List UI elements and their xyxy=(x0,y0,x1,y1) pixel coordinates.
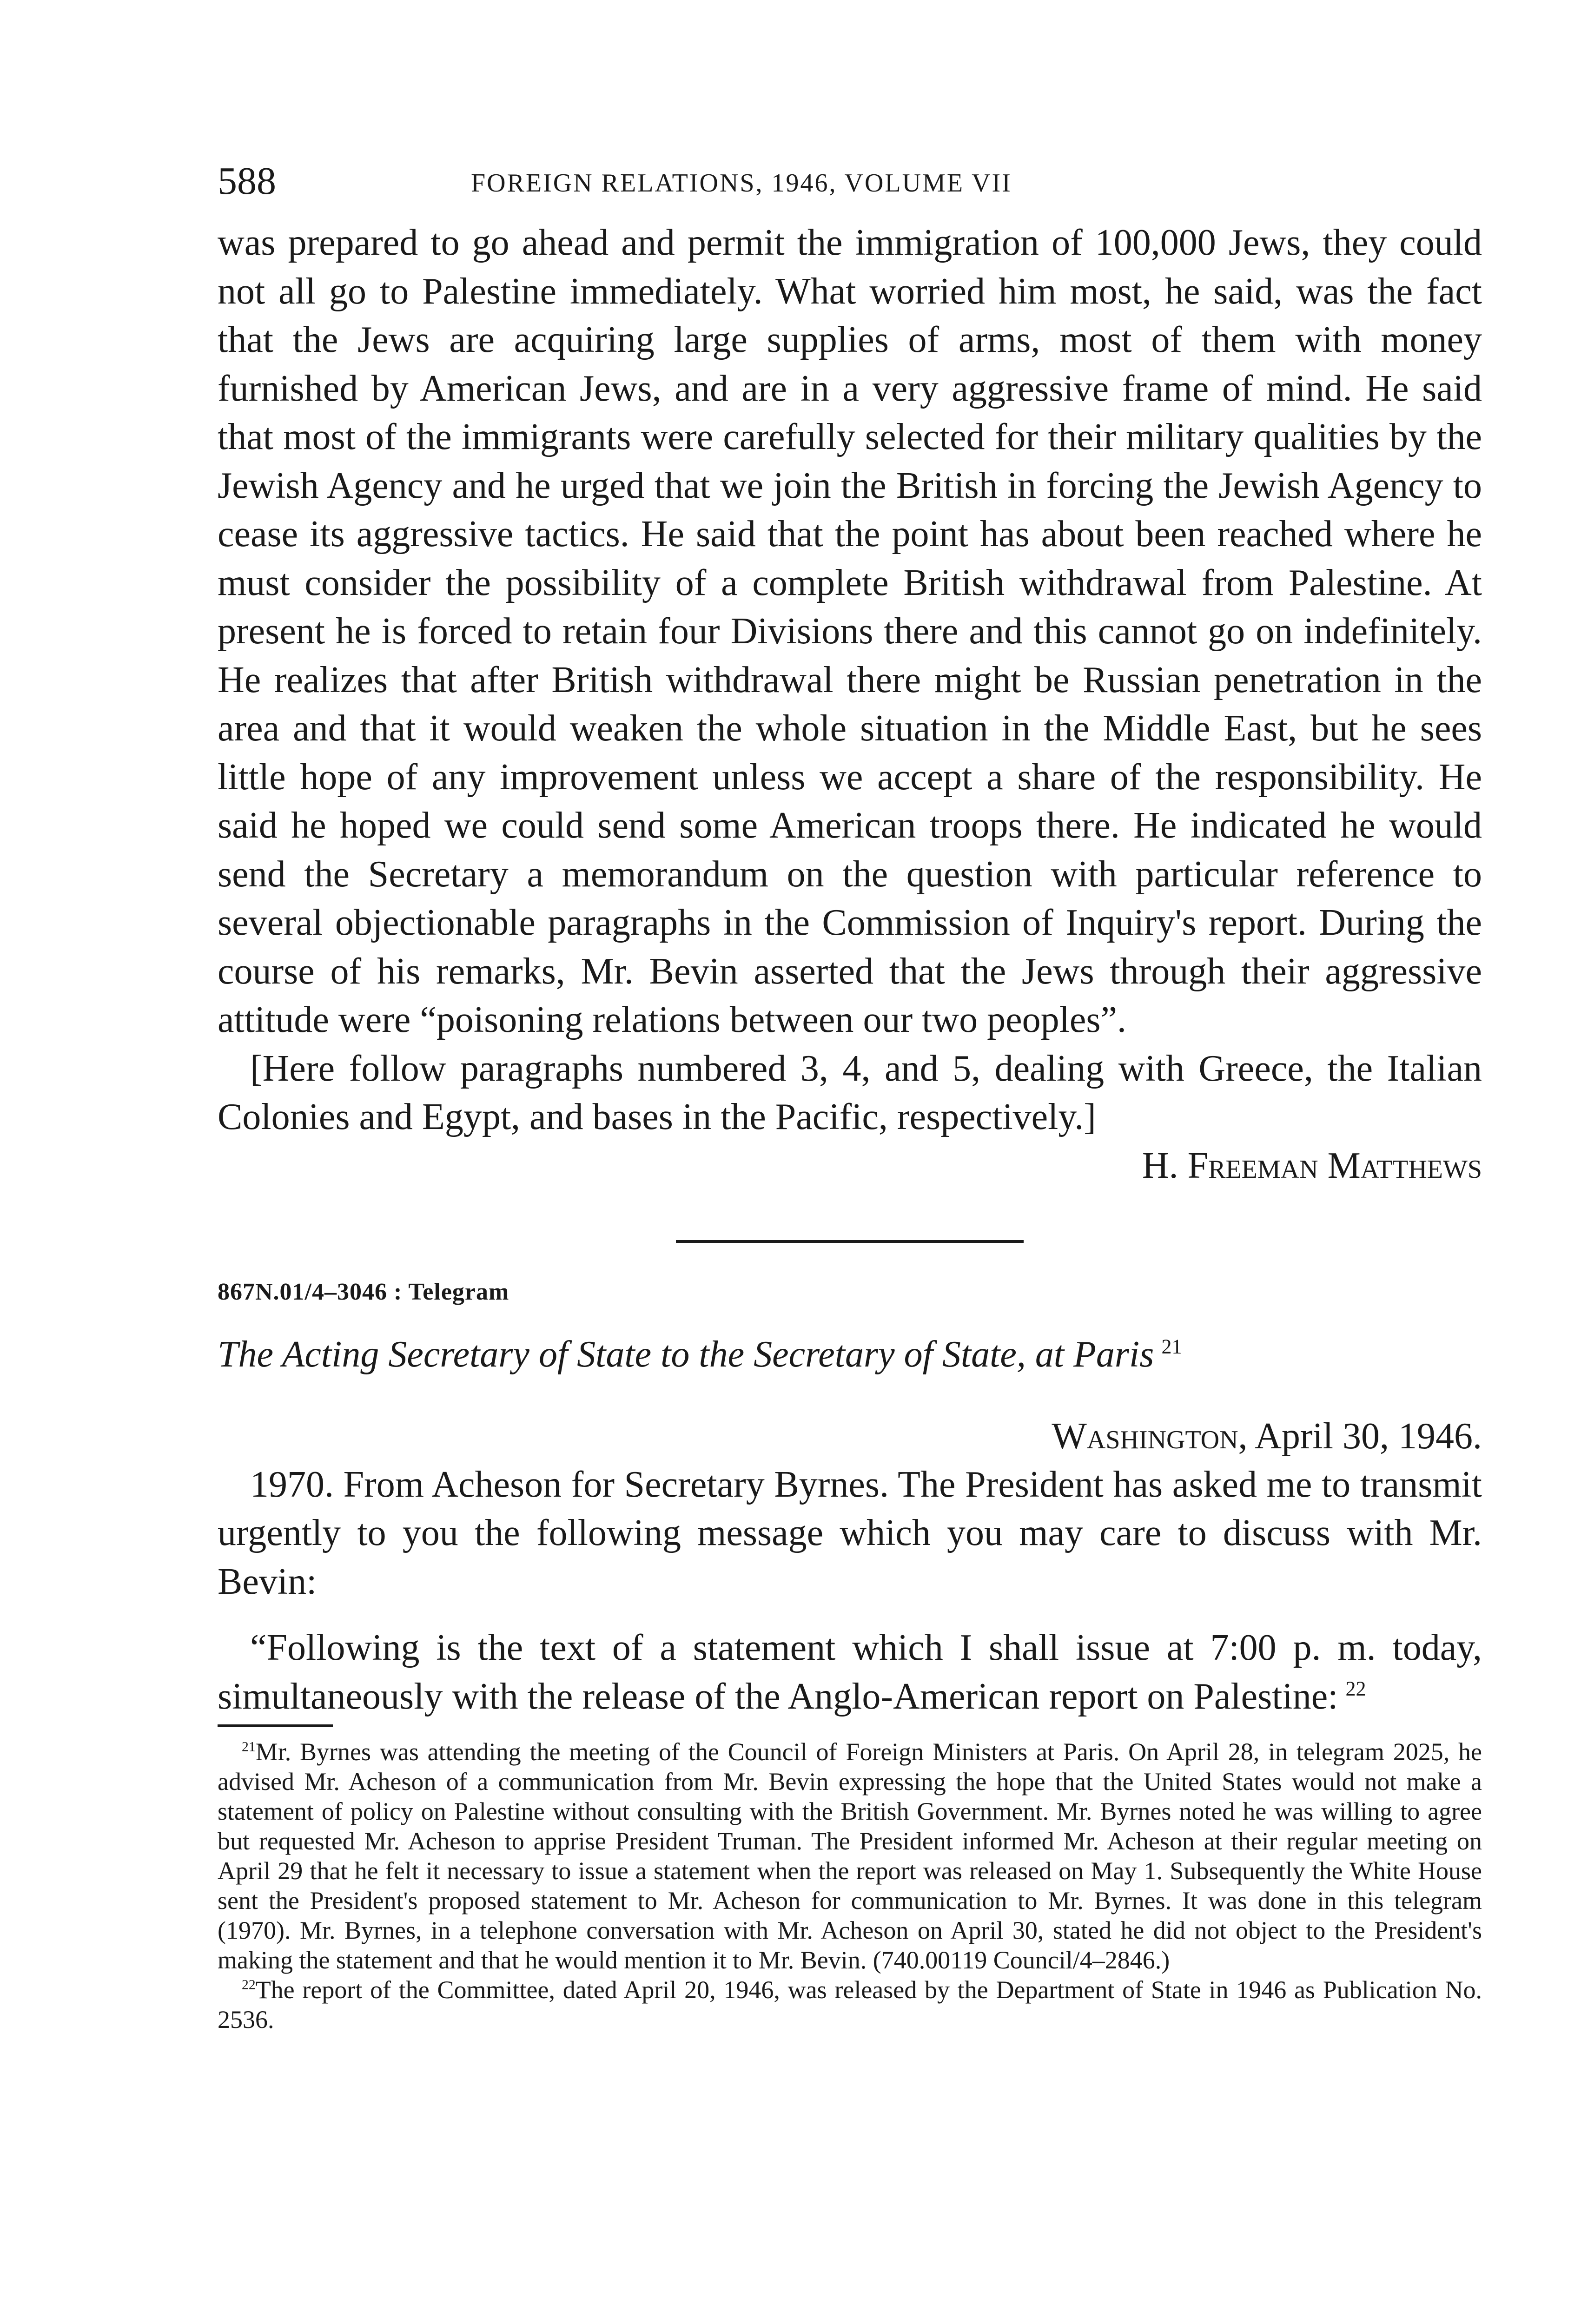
document-page xyxy=(218,158,1482,2034)
running-head: FOREIGN RELATIONS, 1946, VOLUME VII xyxy=(471,169,1012,198)
continued-paragraph: was prepared to go ahead and permit the immigration of 100,000 Jews, they could not all go to Palestine immediately. What worried him most, he said, was the fact that the Jews are acquiring large supplies of arms, most of them with money furnished by American Jews, and are in a very aggressive frame of mind. He said that most of the immigrants were carefully selected for their military qualities by the Jewish Agency and he urged that we join the British in forcing the Jewish Agency to cease its aggressive tactics. He said that the point has about been reached where he must consider the possibility of a complete British withdrawal from Palestine. At present he is forced to retain four Divisions there and this cannot go on indefinitely. He realizes that after British withdrawal there might be Russian penetration in the area and that it would weaken the whole situation in the Middle East, but he sees little hope of any improvement unless we accept a share of the responsibility. He said he hoped we could send some American troops there. He indicated he would send the Secretary a memorandum on the question with particular reference to several objectionable paragraphs in the Commission of Inquiry's report. During the course of his remarks, Mr. Bevin asserted that the Jews through their aggressive attitude were “poisoning relations between our two peoples”. xyxy=(218,222,1482,1040)
dateline-place: Washington xyxy=(1052,1415,1238,1457)
footnote-ref-22: 22 xyxy=(1345,1677,1366,1700)
footnote-rule xyxy=(218,1724,333,1727)
footnote-marker: 22 xyxy=(242,1977,256,1993)
footnote-22 xyxy=(218,1975,1482,2034)
telegram-paragraph: 1970. From Acheson for Secretary Byrnes. The President has asked me to transmit urgently to you the following message which you may care to discuss with Mr. Bevin: xyxy=(218,1464,1482,1602)
file-reference: 867N.01/4–3046 : Telegram xyxy=(218,1278,509,1305)
signature: H. Freeman Matthews xyxy=(1142,1145,1482,1186)
page-header xyxy=(218,158,1482,218)
footnote-marker: 21 xyxy=(242,1739,256,1755)
quoted-statement-text: “Following is the text of a statement which I shall issue at 7:00 p. m. today, simultaneously with the release of the Anglo-American report on Palestine: xyxy=(218,1627,1482,1717)
document-title-text: The Acting Secretary of State to the Secretary of State, at Paris xyxy=(218,1334,1154,1375)
section-separator xyxy=(676,1240,1024,1243)
footnote-ref-21: 21 xyxy=(1161,1334,1182,1358)
footnote-text: Mr. Byrnes was attending the meeting of the Council of Foreign Ministers at Paris. On April 28, in telegram 2025, he advised Mr. Acheson of a communication from Mr. Bevin expressing the hope that the United States would not make a statement of policy on Palestine without consulting with the British Government. Mr. Byrnes noted he was willing to agree but requested Mr. Acheson to apprise President Truman. The President informed Mr. Acheson at their regular meeting on April 29 that he felt it necessary to issue a statement when the report was released on May 1. Subsequently the White House sent the President's proposed statement to Mr. Acheson for communication to Mr. Byrnes. It was done in this telegram (1970). Mr. Byrnes, in a telephone conversation with Mr. Acheson on April 30, stated he did not object to the President's making the statement and that he would mention it to Mr. Bevin. (740.00119 Council/4–2846.) xyxy=(218,1738,1482,1974)
footnote-21 xyxy=(218,1737,1482,1975)
footnote-text: The report of the Committee, dated April 20, 1946, was released by the Department of State in 1946 as Publication No. 2536. xyxy=(218,1976,1482,2034)
editorial-note: [Here follow paragraphs numbered 3, 4, and 5, dealing with Greece, the Italian Colonies and Egypt, and bases in the Pacific, respectively.] xyxy=(218,1048,1482,1137)
page-number: 588 xyxy=(218,159,276,203)
dateline-date: , April 30, 1946. xyxy=(1238,1415,1482,1457)
document-title xyxy=(218,1330,1482,1379)
dateline xyxy=(218,1412,1482,1460)
quoted-statement xyxy=(218,1624,1482,1721)
